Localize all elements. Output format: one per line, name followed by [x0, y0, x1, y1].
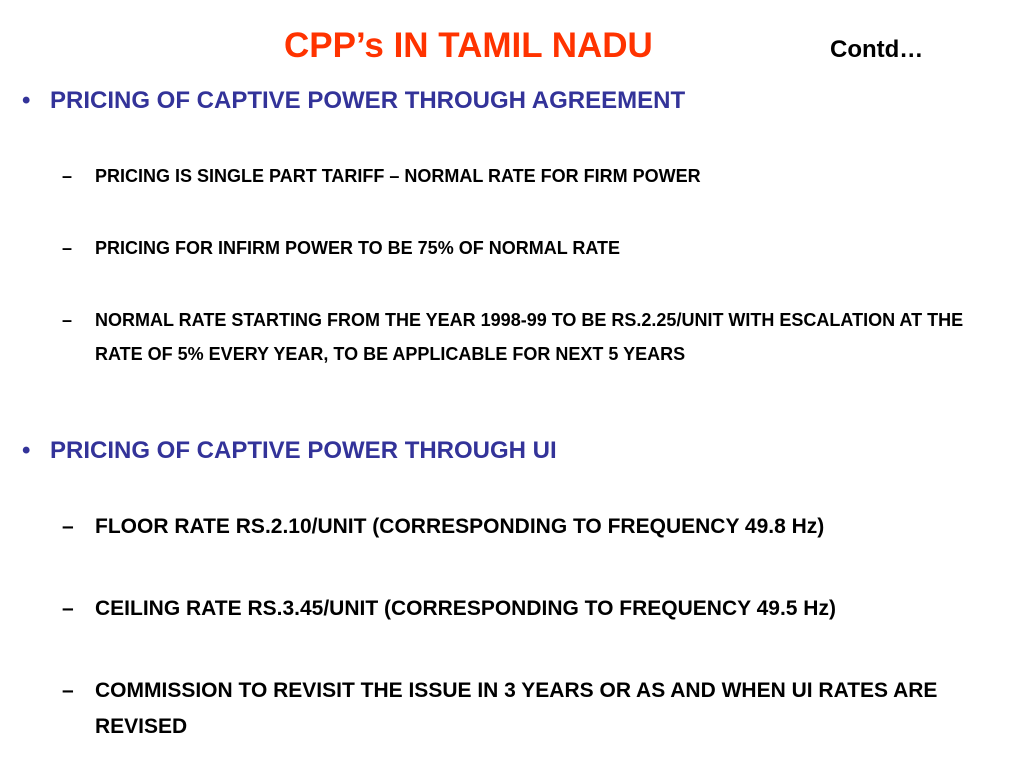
list-item-text: COMMISSION TO REVISIT THE ISSUE IN 3 YEARS OR AS AND WHEN UI RATES ARE REVISED	[95, 679, 938, 738]
list-item-text: NORMAL RATE STARTING FROM THE YEAR 1998-99 TO BE RS.2.25/UNIT WITH ESCALATION AT THE RATE OF 5% EVERY YEAR, TO BE APPLICABLE FOR NEXT 5 YEARS	[95, 310, 964, 364]
section-heading-text: PRICING OF CAPTIVE POWER THROUGH AGREEMENT	[50, 87, 686, 114]
dash-icon: –	[62, 310, 73, 330]
dash-icon: –	[62, 597, 74, 620]
dash-icon: –	[62, 238, 73, 258]
bullet-icon: •	[22, 87, 31, 114]
list-item	[62, 303, 992, 371]
dash-icon: –	[62, 515, 74, 538]
section-heading-ui	[22, 436, 557, 466]
dash-icon: –	[62, 166, 73, 186]
list-item	[62, 509, 1012, 545]
list-item-text: FLOOR RATE RS.2.10/UNIT (CORRESPONDING TO FREQUENCY 49.8 Hz)	[95, 515, 825, 538]
list-item	[62, 591, 1012, 627]
section-heading-agreement	[22, 86, 685, 116]
list-item-text: PRICING FOR INFIRM POWER TO BE 75% OF NORMAL RATE	[95, 238, 621, 258]
list-item	[62, 231, 1012, 265]
dash-icon: –	[62, 679, 74, 702]
list-item-text: CEILING RATE RS.3.45/UNIT (CORRESPONDING TO FREQUENCY 49.5 Hz)	[95, 597, 836, 620]
continued-label: Contd…	[830, 36, 924, 63]
list-item-text: PRICING IS SINGLE PART TARIFF – NORMAL RATE FOR FIRM POWER	[95, 166, 701, 186]
list-item	[62, 673, 972, 745]
list-item	[62, 159, 1012, 193]
slide-title: CPP’s IN TAMIL NADU	[284, 26, 653, 65]
bullet-icon: •	[22, 437, 31, 464]
section-heading-text: PRICING OF CAPTIVE POWER THROUGH UI	[50, 437, 557, 464]
